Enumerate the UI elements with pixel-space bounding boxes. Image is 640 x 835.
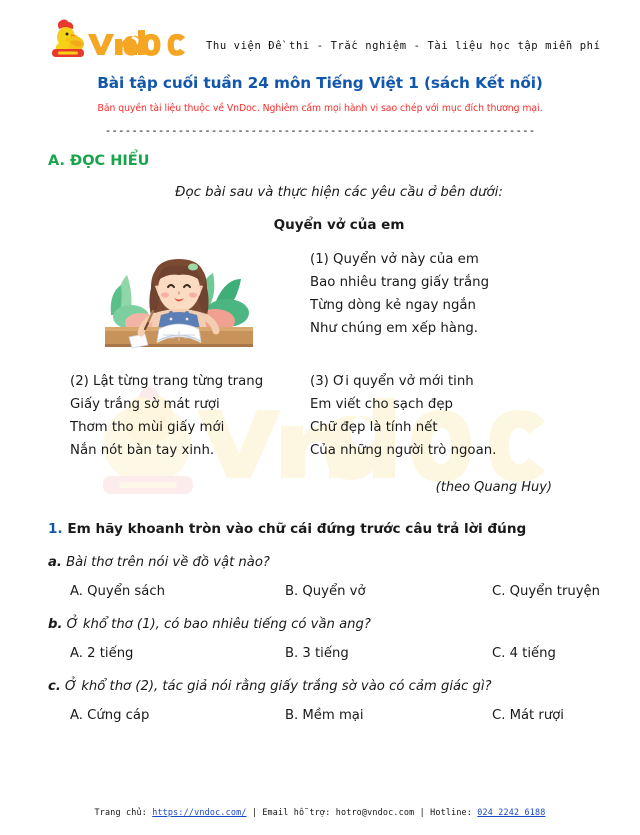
- poem-stanza-3: [310, 371, 496, 462]
- page-header: [0, 0, 640, 62]
- poem-line: Em viết cho sạch đẹp: [310, 396, 453, 412]
- vndoc-logo[interactable]: [46, 18, 188, 62]
- footer-hotline-label: Hotline:: [430, 807, 473, 817]
- option-a[interactable]: A. Quyển sách: [70, 584, 165, 600]
- question-c-options: [48, 708, 600, 723]
- footer-home-label: Trang chủ:: [94, 807, 147, 817]
- poem-line: Chữ đẹp là tính nết: [310, 419, 438, 435]
- poem-stanza-1: [310, 247, 489, 340]
- poem-line: Từng dòng kẻ ngay ngắn: [310, 297, 476, 313]
- option-b[interactable]: B. 3 tiếng: [285, 646, 349, 662]
- poem-line: Của những người trò ngoan.: [310, 442, 497, 458]
- question-1-heading: [48, 521, 600, 537]
- poem-stanza-2: [70, 371, 310, 462]
- footer-email-value[interactable]: hotro@vndoc.com: [335, 807, 415, 817]
- poem-line: (1) Quyển vở này của em: [310, 252, 479, 267]
- footer-separator: |: [419, 807, 425, 817]
- footer-email-label: Email hỗ trợ:: [262, 807, 331, 817]
- footer-hotline-value[interactable]: 024 2242 6188: [477, 807, 546, 817]
- question-number: 1.: [48, 521, 63, 538]
- option-a[interactable]: A. 2 tiếng: [70, 646, 134, 662]
- question-c: [48, 679, 600, 694]
- poem-top-row: [48, 247, 600, 355]
- option-c[interactable]: C. 4 tiếng: [492, 646, 556, 662]
- question-c-letter: c.: [48, 679, 61, 695]
- poem-line: Nắn nót bàn tay xinh.: [70, 442, 215, 458]
- page-footer: [0, 807, 640, 817]
- page-title: Bài tập cuối tuần 24 môn Tiếng Việt 1 (sách Kết nối): [97, 74, 543, 92]
- option-a[interactable]: A. Cứng cáp: [70, 708, 150, 724]
- document-body: [0, 153, 640, 723]
- question-a-letter: a.: [48, 555, 62, 571]
- option-c[interactable]: C. Mát rượi: [492, 708, 564, 724]
- poem-line: Bao nhiêu trang giấy trắng: [310, 274, 490, 290]
- question-heading-text: Em hãy khoanh tròn vào chữ cái đứng trước câu trả lời đúng: [67, 521, 527, 538]
- question-c-text: Ở khổ thơ (2), tác giả nói rằng giấy trắng sờ vào có cảm giác gì?: [65, 679, 492, 695]
- poem-attribution: (theo Quang Huy): [435, 480, 552, 496]
- illustration-cell: [48, 247, 310, 355]
- poem-line: (2) Lật từng trang từng trang: [70, 374, 264, 389]
- footer-separator: |: [251, 807, 258, 817]
- section-heading-doc-hieu: A. ĐỌC HIỂU: [48, 153, 150, 169]
- footer-home-link[interactable]: https://vndoc.com/: [152, 807, 247, 817]
- poem-title: Quyển vở của em: [273, 217, 405, 233]
- copyright-notice: Bản quyền tài liệu thuộc về VnDoc. Nghiêm cấm mọi hành vi sao chép với mục đích thương mại.: [97, 103, 543, 114]
- question-b: [48, 617, 600, 632]
- reading-instruction: Đọc bài sau và thực hiện các yêu cầu ở bên dưới:: [175, 185, 503, 200]
- rooster-mascot-icon: [46, 18, 188, 62]
- question-b-letter: b.: [48, 617, 63, 633]
- option-b[interactable]: B. Quyển vở: [285, 584, 366, 600]
- poem-bottom-row: [48, 371, 600, 462]
- question-a-options: [48, 584, 600, 599]
- section-divider: -----------------------------------------------------------------: [104, 124, 536, 137]
- poem-stanza-2-cell: [48, 371, 310, 462]
- option-c[interactable]: C. Quyển truyện: [492, 584, 601, 600]
- question-a-text: Bài thơ trên nói về đồ vật nào?: [66, 555, 270, 571]
- option-b[interactable]: B. Mềm mại: [285, 708, 364, 724]
- site-tagline: Thu viện Đề thi - Trắc nghiệm - Tài liệu học tập miễn phí: [206, 39, 601, 52]
- question-a: [48, 555, 600, 570]
- poem-line: (3) Ơi quyển vở mới tinh: [310, 374, 474, 389]
- poem-line: Giấy trắng sờ mát rượi: [70, 396, 220, 412]
- poem-line: Thơm tho mùi giấy mới: [70, 419, 225, 435]
- question-b-text: Ở khổ thơ (1), có bao nhiêu tiếng có vần ang?: [66, 617, 371, 633]
- poem-line: Như chúng em xếp hàng.: [310, 320, 479, 336]
- question-b-options: [48, 646, 600, 661]
- girl-writing-illustration: [95, 251, 263, 355]
